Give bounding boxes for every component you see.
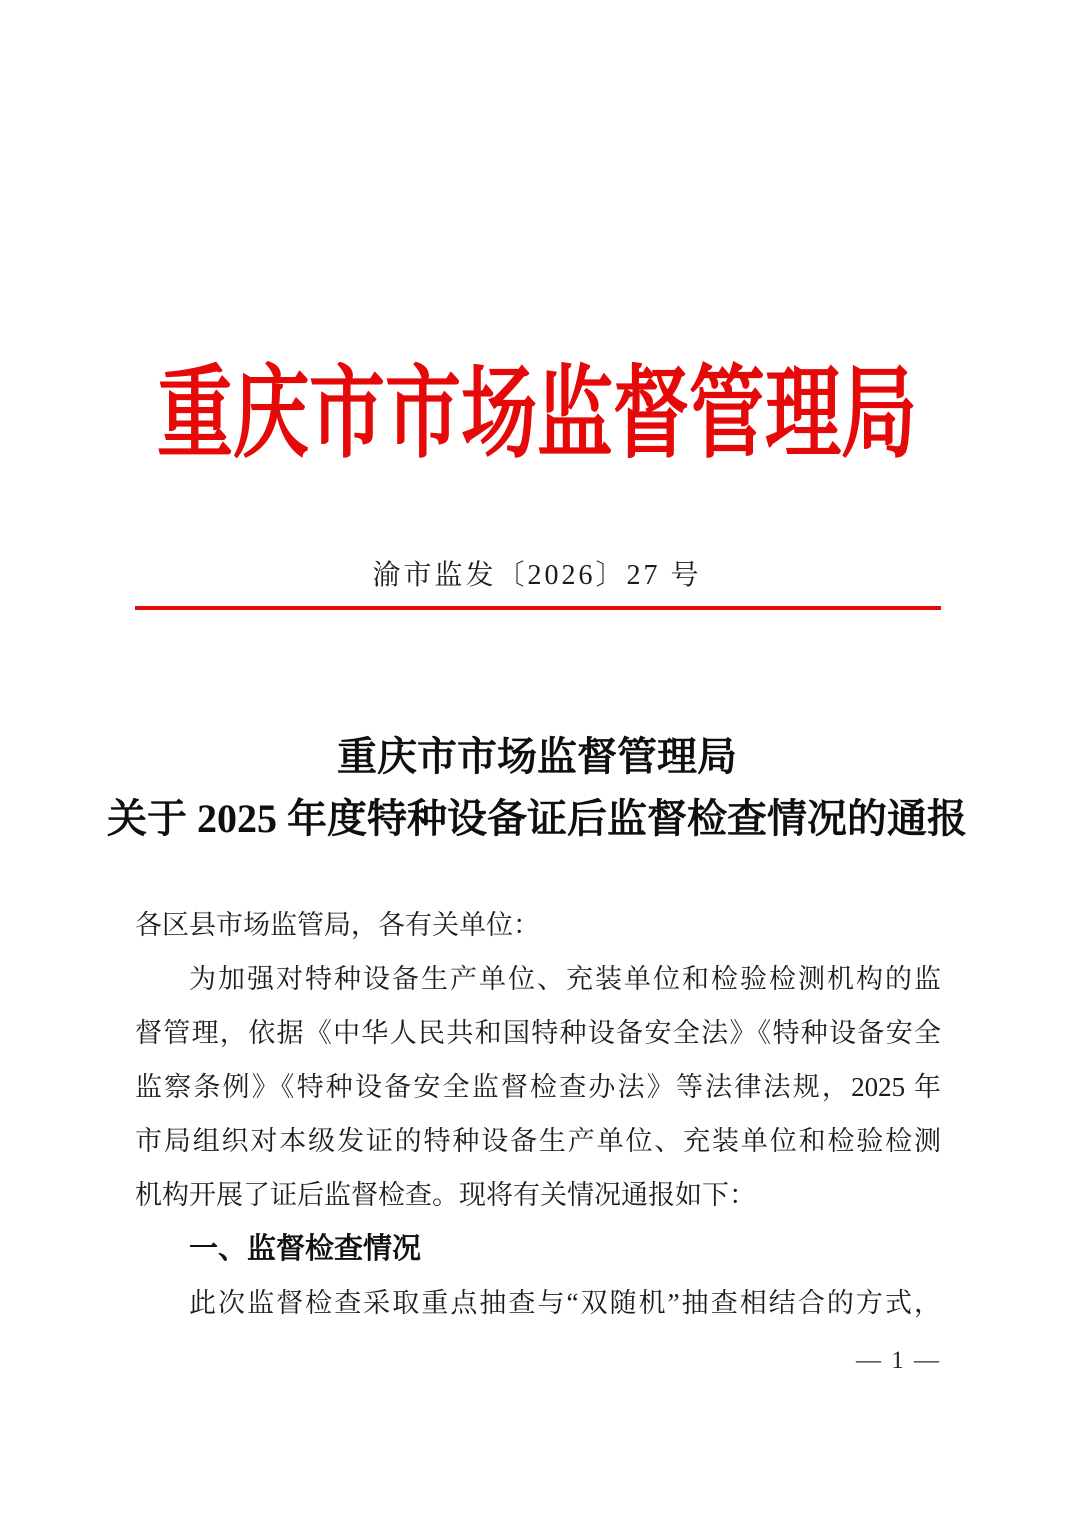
body-paragraph1-line3: 监察条例》《特种设备安全监督检查办法》等法律法规，2025 年: [135, 1072, 941, 1102]
salutation-line: 各区县市场监管局，各有关单位：: [135, 910, 540, 940]
body-paragraph1-line4: 市局组织对本级发证的特种设备生产单位、充装单位和检验检测: [135, 1126, 941, 1156]
document-title-line1: 重庆市市场监督管理局: [337, 734, 737, 779]
document-title-line2: 关于 2025 年度特种设备证后监督检查情况的通报: [107, 796, 967, 841]
document-number: 渝市监发〔2026〕27 号: [372, 560, 702, 591]
body-paragraph1-line2: 督管理，依据《中华人民共和国特种设备安全法》《特种设备安全: [135, 1018, 941, 1048]
red-separator-rule: [135, 606, 941, 610]
body-paragraph1-line1: 为加强对特种设备生产单位、充装单位和检验检测机构的监: [189, 964, 941, 994]
section1-paragraph-line1: 此次监督检查采取重点抽查与“双随机”抽查相结合的方式，: [189, 1288, 941, 1318]
section1-heading: 一、监督检查情况: [189, 1233, 422, 1265]
document-title: [0, 726, 1074, 850]
page-number: — 1 —: [856, 1347, 941, 1374]
document-body: [135, 898, 941, 1330]
body-paragraph1-line5: 机构开展了证后监督检查。现将有关情况通报如下：: [135, 1180, 756, 1210]
letterhead-org-name: 重庆市市场监督管理局: [157, 359, 917, 471]
